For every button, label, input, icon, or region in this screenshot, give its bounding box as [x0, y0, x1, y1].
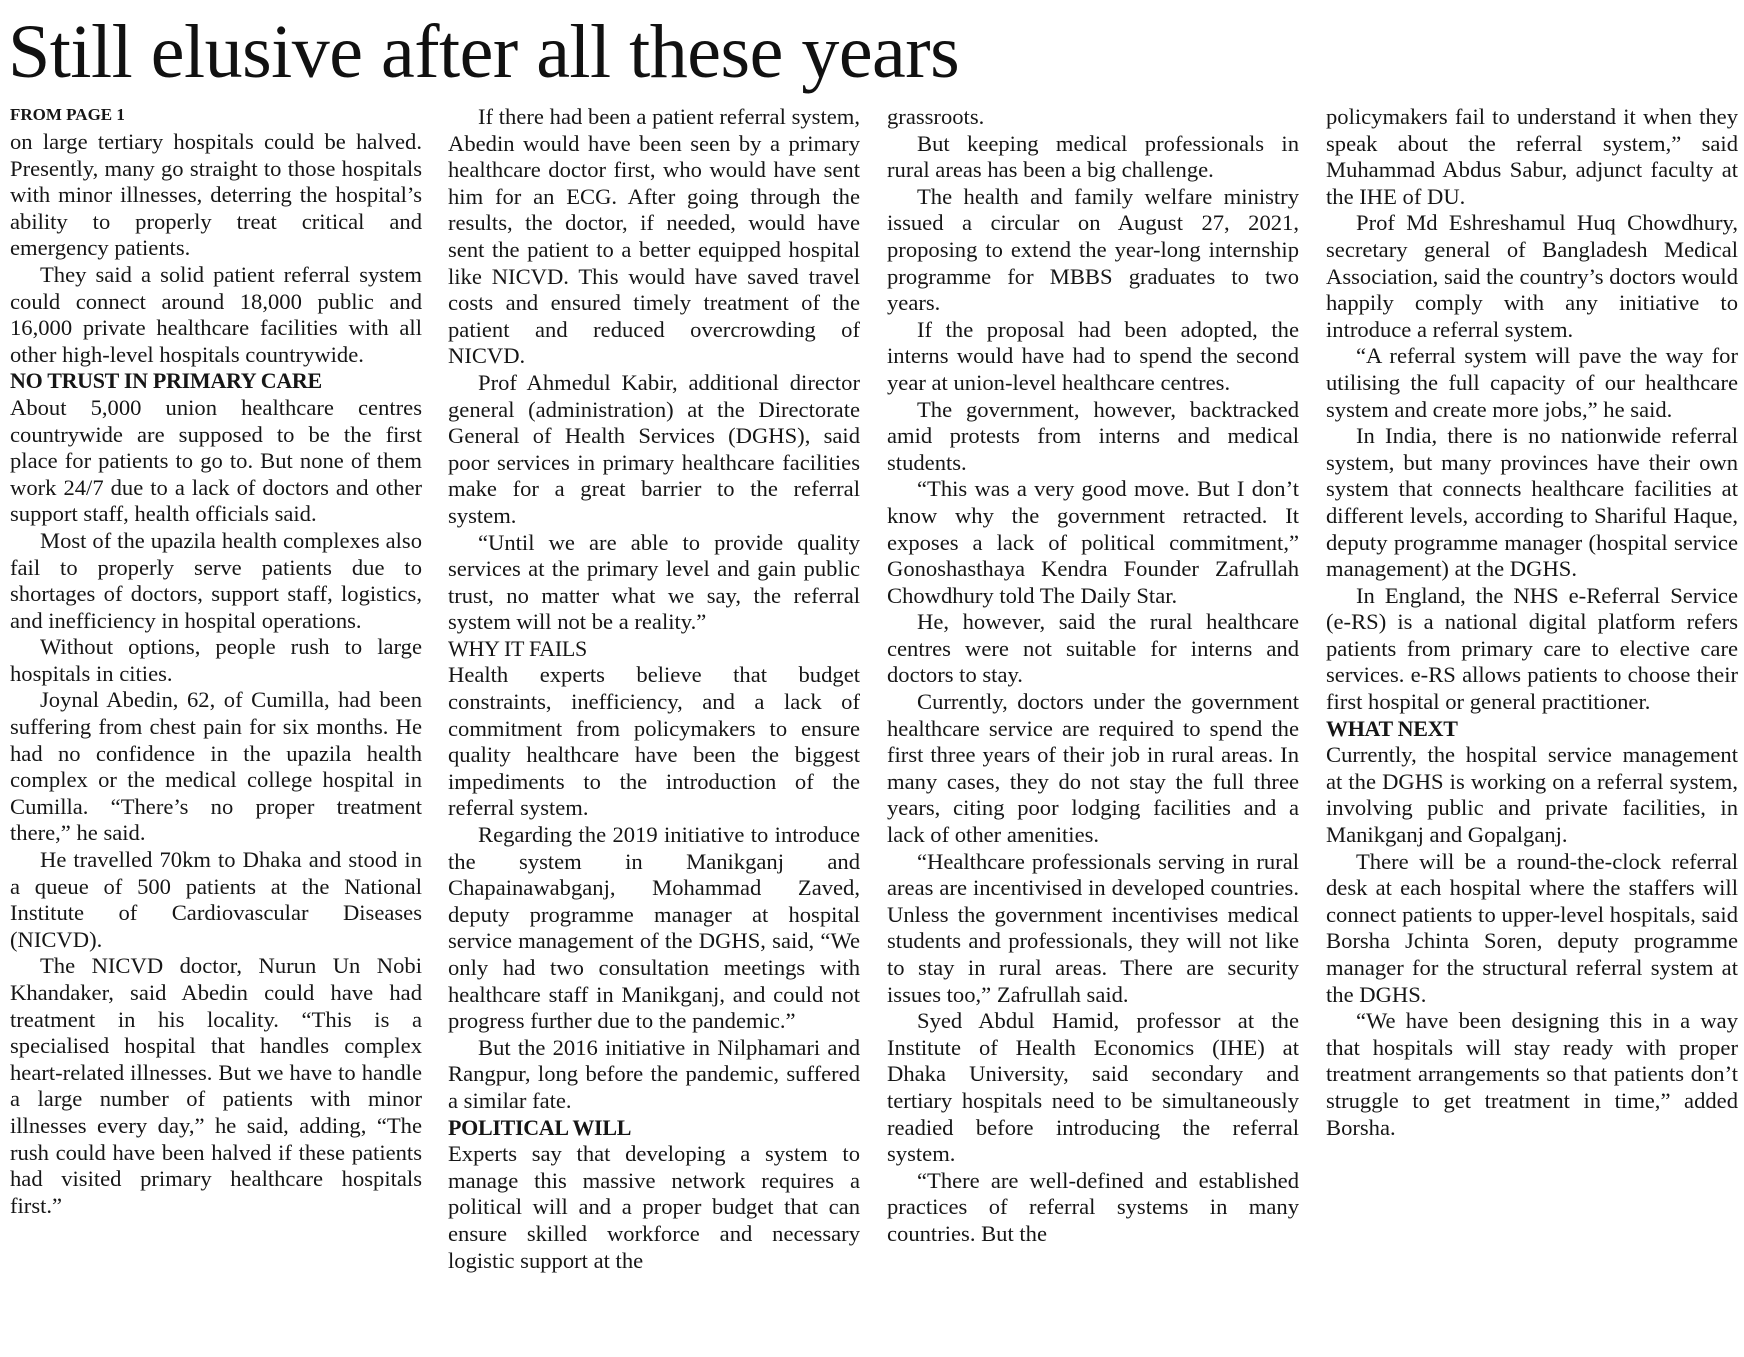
article-paragraph: Health experts believe that budget constraints, inefficiency, and a lack of commitment from policymakers to ensure quality healthcare have been the biggest impediments to the introduction of the referral system.	[448, 662, 860, 821]
article-paragraph: The NICVD doctor, Nurun Un Nobi Khandaker, said Abedin could have had treatment in his locality. “This is a specialised hospital that handles complex heart-related illnesses. But we have to handle a large number of patients with minor illnesses every day,” he said, adding, “The rush could have been halved if these patients had visited primary healthcare hospitals first.”	[10, 953, 422, 1218]
article-paragraph: “This was a very good move. But I don’t know why the government retracted. It exposes a lack of political commitment,” Gonoshasthaya Kendra Founder Zafrullah Chowdhury told The Daily Star.	[887, 476, 1299, 608]
headline: Still elusive after all these years	[8, 10, 960, 94]
article-paragraph: But the 2016 initiative in Nilphamari and Rangpur, long before the pandemic, suffered a similar fate.	[448, 1034, 860, 1113]
article-paragraph: If the proposal had been adopted, the interns would have had to spend the second year at union-level healthcare centres.	[887, 316, 1299, 395]
article-paragraph: The government, however, backtracked amid protests from interns and medical students.	[887, 396, 1299, 475]
article-column-4	[1326, 104, 1738, 1352]
article-paragraph: Most of the upazila health complexes also fail to properly serve patients due to shortages of doctors, support staff, logistics, and inefficiency in hospital operations.	[10, 527, 422, 633]
article-paragraph: About 5,000 union healthcare centres countrywide are supposed to be the first place for patients to go to. But none of them work 24/7 due to a lack of doctors and other support staff, health officials said.	[10, 394, 422, 527]
article-paragraph: “We have been designing this in a way that hospitals will stay ready with proper treatment arrangements so that patients don’t struggle to get treatment in time,” added Borsha.	[1326, 1008, 1738, 1140]
article-paragraph: Prof Ahmedul Kabir, additional director general (administration) at the Directorate General of Health Services (DGHS), said poor services in primary healthcare facilities make for a great barrier to the referral system.	[448, 369, 860, 528]
article-paragraph: Syed Abdul Hamid, professor at the Institute of Health Economics (IHE) at Dhaka University, said secondary and tertiary hospitals need to be simultaneously readied before introducing the referral system.	[887, 1008, 1299, 1167]
article-paragraph: Joynal Abedin, 62, of Cumilla, had been suffering from chest pain for six months. He had no confidence in the upazila health complex or the medical college hospital in Cumilla. “There’s no proper treatment there,” he said.	[10, 687, 422, 846]
article-paragraph: on large tertiary hospitals could be halved. Presently, many go straight to those hospitals with minor illnesses, deterring the hospital’s ability to properly treat critical and emergency patients.	[10, 129, 422, 261]
article-paragraph: “Healthcare professionals serving in rural areas are incentivised in developed countries. Unless the government incentivises medical students and professionals, they will not like to stay in rural areas. There are security issues too,” Zafrullah said.	[887, 848, 1299, 1007]
article-paragraph: Currently, doctors under the government healthcare service are required to spend the first three years of their job in rural areas. In many cases, they do not stay the full three years, citing poor lodging facilities and a lack of other amenities.	[887, 689, 1299, 848]
article-paragraph: Regarding the 2019 initiative to introduce the system in Manikganj and Chapainawabganj, Mohammad Zaved, deputy programme manager at hospital service management of the DGHS, said, “We only had two consultation meetings with healthcare staff in Manikganj, and could not progress further due to the pandemic.”	[448, 822, 860, 1034]
article-paragraph: Experts say that developing a system to manage this massive network requires a political will and a proper budget that can ensure skilled workforce and necessary logistic support at the	[448, 1141, 860, 1273]
continuation-kicker: FROM PAGE 1	[10, 105, 125, 124]
article-column-3	[887, 104, 1299, 1352]
section-subhead: WHY IT FAILS	[448, 635, 587, 661]
article-paragraph: There will be a round-the-clock referral desk at each hospital where the staffers will connect patients to upper-level hospitals, said Borsha Jchinta Soren, deputy programme manager for the structural referral system at the DGHS.	[1326, 848, 1738, 1007]
section-subhead: NO TRUST IN PRIMARY CARE	[10, 368, 322, 394]
article-paragraph: They said a solid patient referral system could connect around 18,000 public and 16,000 private healthcare facilities with all other high-level hospitals countrywide.	[10, 261, 422, 367]
article-paragraph: If there had been a patient referral system, Abedin would have been seen by a primary healthcare doctor first, who would have sent him for an ECG. After going through the results, the doctor, if needed, would have sent the patient to a better equipped hospital like NICVD. This would have saved travel costs and ensured timely treatment of the patient and reduced overcrowding of NICVD.	[448, 104, 860, 369]
section-subhead: POLITICAL WILL	[448, 1114, 632, 1140]
article-paragraph: Without options, people rush to large hospitals in cities.	[10, 634, 422, 686]
article-paragraph: “There are well-defined and established practices of referral systems in many countries. But the	[887, 1167, 1299, 1246]
article-paragraph: Prof Md Eshreshamul Huq Chowdhury, secretary general of Bangladesh Medical Association, said the country’s doctors would happily comply with any initiative to introduce a referral system.	[1326, 210, 1738, 342]
article-paragraph: But keeping medical professionals in rural areas has been a big challenge.	[887, 130, 1299, 183]
article-paragraph: In India, there is no nationwide referral system, but many provinces have their own system that connects healthcare facilities at different levels, according to Shariful Haque, deputy programme manager (hospital service management) at the DGHS.	[1326, 423, 1738, 582]
article-paragraph: The health and family welfare ministry issued a circular on August 27, 2021, proposing to extend the year-long internship programme for MBBS graduates to two years.	[887, 183, 1299, 316]
section-subhead: WHAT NEXT	[1326, 715, 1458, 741]
article-paragraph: “A referral system will pave the way for utilising the full capacity of our healthcare system and create more jobs,” he said.	[1326, 343, 1738, 422]
article-paragraph: In England, the NHS e-Referral Service (e-RS) is a national digital platform refers patients from primary care to elective care services. e-RS allows patients to choose their first hospital or general practitioner.	[1326, 582, 1738, 715]
article-paragraph: Currently, the hospital service management at the DGHS is working on a referral system, involving public and private facilities, in Manikganj and Gopalganj.	[1326, 742, 1738, 848]
article-paragraph: policymakers fail to understand it when they speak about the referral system,” said Muhammad Abdus Sabur, adjunct faculty at the IHE of DU.	[1326, 104, 1738, 209]
article-paragraph: He, however, said the rural healthcare centres were not suitable for interns and doctors to stay.	[887, 609, 1299, 688]
article-column-2	[448, 104, 860, 1352]
article-paragraph: grassroots.	[887, 104, 985, 129]
article-paragraph: He travelled 70km to Dhaka and stood in a queue of 500 patients at the National Institute of Cardiovascular Diseases (NICVD).	[10, 847, 422, 952]
article-column-1	[10, 104, 422, 1352]
article-paragraph: “Until we are able to provide quality services at the primary level and gain public trust, no matter what we say, the referral system will not be a reality.”	[448, 529, 860, 635]
